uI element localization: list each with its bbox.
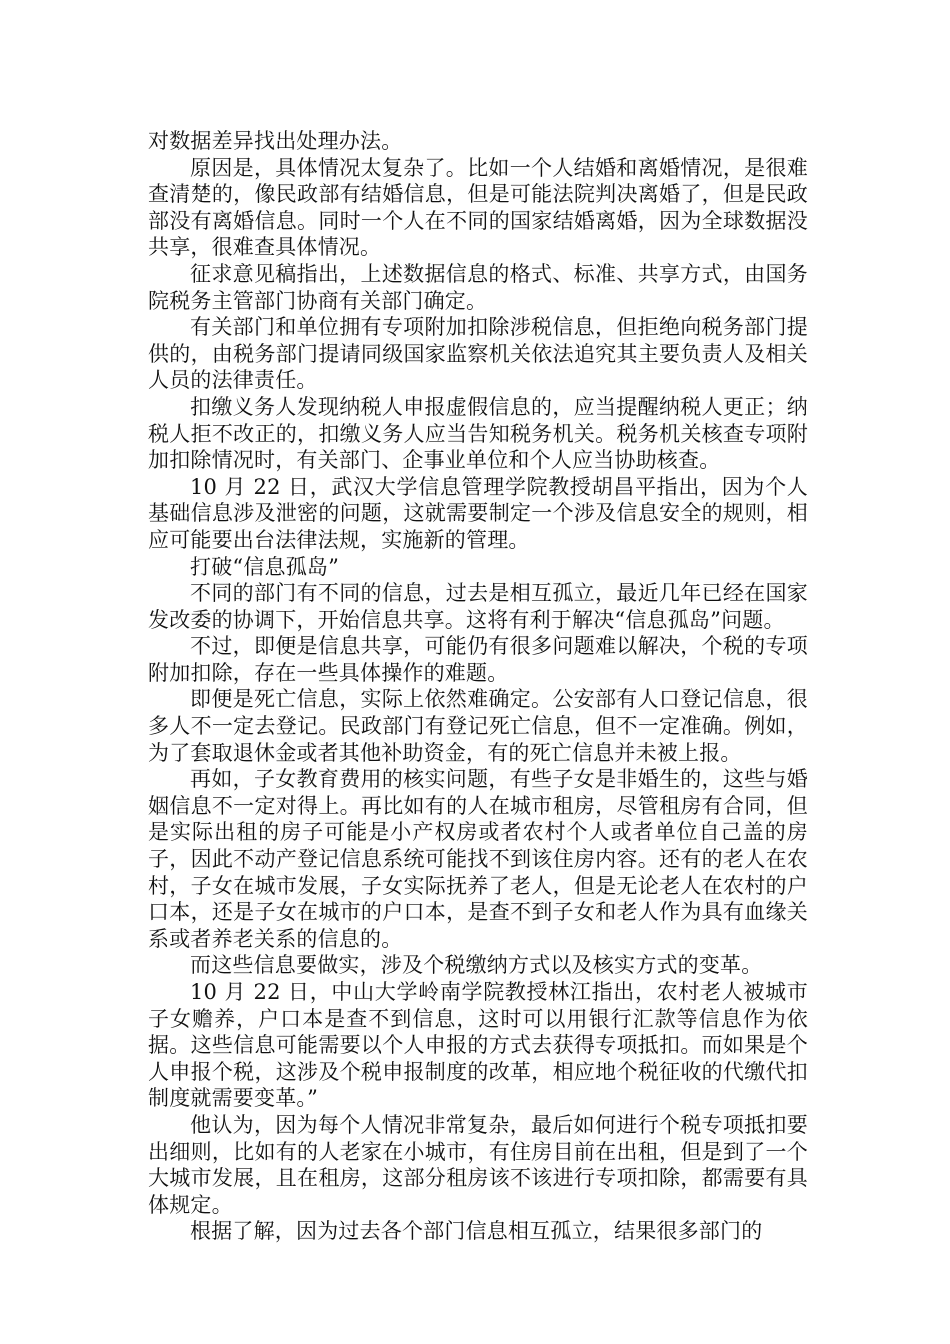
paragraph: 征求意见稿指出，上述数据信息的格式、标准、共享方式，由国务院税务主管部门协商有关部门确定。 (148, 261, 808, 313)
paragraph: 有关部门和单位拥有专项附加扣除涉税信息，但拒绝向税务部门提供的，由税务部门提请同级国家监察机关依法追究其主要负责人及相关人员的法律责任。 (148, 315, 808, 393)
paragraph: 原因是，具体情况太复杂了。比如一个人结婚和离婚情况，是很难查清楚的，像民政部有结婚信息，但是可能法院判决离婚了，但是民政部没有离婚信息。同时一个人在不同的国家结婚离婚，因为全球数据没共享，很难查具体情况。 (148, 155, 808, 260)
paragraph: 根据了解，因为过去各个部门信息相互孤立，结果很多部门的 (190, 1219, 763, 1244)
paragraph: 扣缴义务人发现纳税人申报虚假信息的，应当提醒纳税人更正；纳税人拒不改正的，扣缴义务人应当告知税务机关。税务机关核查专项附加扣除情况时，有关部门、企事业单位和个人应当协助核查。 (148, 394, 808, 473)
paragraph: 即便是死亡信息，实际上依然难确定。公安部有人口登记信息，很多人不一定去登记。民政部门有登记死亡信息，但不一定准确。例如，为了套取退休金或者其他补助资金，有的死亡信息并未被上报。 (148, 687, 808, 765)
paragraph: 不过，即便是信息共享，可能仍有很多问题难以解决，个税的专项附加扣除，存在一些具体操作的难题。 (148, 634, 808, 685)
document-body (148, 128, 808, 1245)
paragraph: 不同的部门有不同的信息，过去是相互孤立，最近几年已经在国家发改委的协调下，开始信息共享。这将有利于解决“信息孤岛”问题。 (148, 581, 808, 632)
paragraph: 他认为，因为每个人情况非常复杂，最后如何进行个税专项抵扣要出细则，比如有的人老家在小城市，有住房目前在出租，但是到了一个大城市发展，且在租房，这部分租房该不该进行专项扣除，都需要有具体规定。 (148, 1112, 808, 1217)
paragraph: 再如，子女教育费用的核实问题，有些子女是非婚生的，这些与婚姻信息不一定对得上。再比如有的人在城市租房，尽管租房有合同，但是实际出租的房子可能是小产权房或者农村个人或者单位自己盖的房子，因此不动产登记信息系统可能找不到该住房内容。还有的老人在农村，子女在城市发展，子女实际抚养了老人，但是无论老人在农村的户口本，还是子女在城市的户口本，是查不到子女和老人作为具有血缘关系或者养老关系的信息的。 (148, 767, 808, 951)
paragraph: 而这些信息要做实，涉及个税缴纳方式以及核实方式的变革。 (190, 953, 763, 978)
paragraph: 10 月 22 日，中山大学岭南学院教授林江指出，农村老人被城市子女赡养，户口本是查不到信息，这时可以用银行汇款等信息作为依据。这些信息可能需要以个人申报的方式去获得专项抵扣。而如果是个人申报个税，这涉及个税申报制度的改革，相应地个税征收的代缴代扣制度就需要变革。” (148, 980, 808, 1111)
paragraph: 10 月 22 日，武汉大学信息管理学院教授胡昌平指出，因为个人基础信息涉及泄密的问题，这就需要制定一个涉及信息安全的规则，相应可能要出台法律法规，实施新的管理。 (148, 474, 808, 552)
section-heading: 打破“信息孤岛” (190, 554, 340, 579)
paragraph: 对数据差异找出处理办法。 (148, 129, 403, 153)
